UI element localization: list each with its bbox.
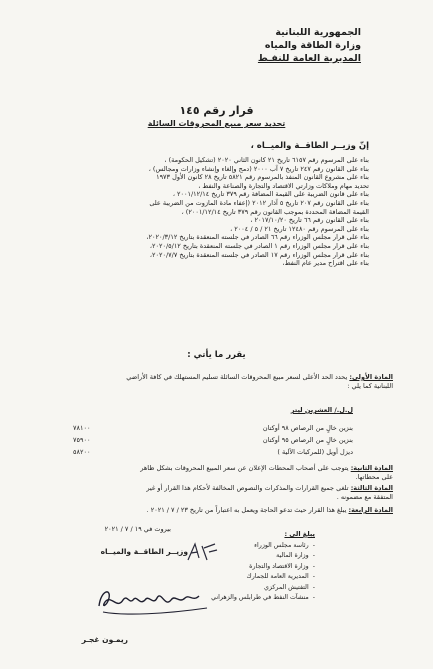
article-three-title: المادة الثالثة:	[350, 484, 393, 492]
article-three-text: تلغى جميع القرارات والمذكرات والنصوص المخالفة لأحكام هذا القرار أو غير	[146, 484, 351, 492]
reference-line: تحديد مهام وملاكات وزارتي الاقتصاد والتجارة والصناعة والنفط ،	[198, 181, 369, 190]
article-two-text-cont: على محطاتها.	[355, 473, 393, 481]
reference-line: بناء على مشروع القانون المنفذ بالمرسوم رقم ٥٨٢١ تاريخ ٢٨ كانون الأول ١٩٧٣	[156, 173, 369, 182]
distribution-item: -المديرية العامة للجمارك	[246, 573, 315, 581]
decision-number: قرار رقم ١٤٥	[179, 104, 254, 117]
distribution-item: -التفتيش المركزي	[263, 583, 315, 591]
fuel-price: ٧٥٩٠٠	[73, 436, 91, 444]
decides-heading: يقرر ما يأتي :	[187, 350, 246, 360]
article-three	[43, 484, 393, 502]
article-one-title: المادة الأولى:	[349, 373, 393, 381]
distribution-title: يبلغ الى :	[284, 530, 315, 538]
fuel-price: ٧٨١٠٠	[73, 424, 91, 432]
article-two-title: المادة الثانية:	[350, 464, 393, 472]
distribution-list	[165, 530, 315, 603]
reference-line: بناء على اقتراح مدير عام النفط،	[282, 259, 369, 268]
ministry-name: وزارة الطاقة والمياه	[264, 40, 361, 51]
reference-line: بناء على قرار مجلس الوزراء رقم ٦٦ الصادر في جلسته المنعقدة بتاريخ ٢٠٢٠/٣/١٢،	[146, 233, 369, 242]
fuel-type: بنزين خالٍ من الرصاص ٩٥ أوكتان	[262, 436, 353, 444]
distribution-item: -رئاسة مجلس الوزراء	[254, 542, 315, 549]
article-four-title: المادة الرابعة:	[348, 506, 393, 514]
signatory-name: ريمـون غجـر	[81, 635, 128, 644]
distribution-item: -وزارة المالية	[276, 552, 315, 560]
letterhead	[141, 26, 361, 65]
article-three-text-cont: المتفقة مع مضمونه .	[336, 493, 393, 501]
fuel-price: ٥٨٢٠٠	[73, 448, 91, 456]
price-row	[73, 424, 353, 436]
minister-intro: إنّ وزيــر الطاقــة والميــاه ،	[250, 141, 369, 151]
reference-line: القيمة المضافة المحددة بموجب القانون رقم ٣٧٩ تاريخ ٢٠٠١/١٢/١٤) ،	[181, 207, 369, 216]
reference-line: بناء على المرسوم رقم ٦١٥٧ تاريخ ٢١ كانون الثاني ٢٠٢٠ (تشكيل الحكومة) ،	[164, 156, 369, 164]
reference-line: بناء على القانون رقم ٢٤٧ تاريخ ٧ آب ٢٠٠٠ (دمج وإلغاء وإنشاء وزارات ومجالس) ،	[148, 164, 369, 173]
reference-line: بناء على قانون الضريبة على القيمة المضافة رقم ٣٧٩ تاريخ ٢٠٠١/١٢/١٤ ،	[172, 190, 369, 199]
reference-line: بناء على قرار مجلس الوزراء رقم ١ الصادر في جلسته المنعقدة بتاريخ ٢٠٢٠/٥/١٢،	[149, 241, 369, 250]
article-one	[43, 373, 393, 391]
reference-line: بناء على قرار مجلس الوزراء رقم ١٧ الصادر في جلسته المنعقدة بتاريخ ٢٠٢٠/٧/٧،	[149, 250, 369, 259]
fuel-type: ديزل أويل (للمركبات الآلية )	[277, 448, 353, 456]
legal-references	[69, 156, 369, 268]
reference-line: بناء على القانون رقم ٢٠٧ تاريخ ٥ آذار ٢٠١٢ (إعفاء مادة المازوت من الضريبة على	[149, 198, 369, 207]
signatory-title: وزيــر الطاقــة والميــاه	[100, 547, 188, 556]
article-two	[43, 464, 393, 482]
price-row	[73, 436, 353, 448]
article-two-text: يتوجب على أصحاب المحطات الإعلان عن سعر المبيع المحروقات بشكل ظاهر	[140, 464, 351, 472]
preamble	[69, 140, 369, 268]
decision-heading	[0, 104, 433, 130]
article-four	[43, 506, 393, 515]
reference-line: بناء على المرسوم رقم ١٢٤٨٠ تاريخ ٢١ / ٥ / ٢٠٠٤ ،	[230, 224, 369, 233]
decision-subject: تحديد سعر مبيع المحروقات السائلة	[147, 119, 286, 128]
fuel-type: بنزين خالٍ من الرصاص ٩٨ أوكتان	[262, 424, 353, 432]
distribution-item: -وزارة الاقتصاد والتجارة	[249, 562, 315, 570]
price-row	[73, 448, 353, 460]
article-one-text: يحدد الحد الأعلى لسعر مبيع المحروقات السائلة تسليم المستهلك في كافة الأراضي	[126, 373, 350, 381]
republic-name: الجمهورية اللبنانية	[275, 27, 361, 38]
price-unit-header: ل.ل./ العشرين ليتر	[290, 406, 353, 414]
directorate-name: المديرية العامة للنفـط	[257, 53, 361, 64]
distribution-item: -منشآت النفط في طرابلس والزهراني	[211, 594, 315, 602]
place-and-date: بيروت في ١٩ / ٧ / ٢٠٢١	[104, 525, 171, 533]
reference-line: بناء على القانون رقم ٦٦ تاريخ ٢٠١٧/١٠/٢٠ ،	[250, 216, 369, 225]
article-one-text-cont: اللبنانية كما يلي :	[347, 382, 393, 390]
article-four-text: يبلغ هذا القرار حيث تدعو الحاجة ويعمل به اعتباراً من تاريخ ٢٣ / ٧ / ٢٠٢١ .	[146, 506, 349, 514]
